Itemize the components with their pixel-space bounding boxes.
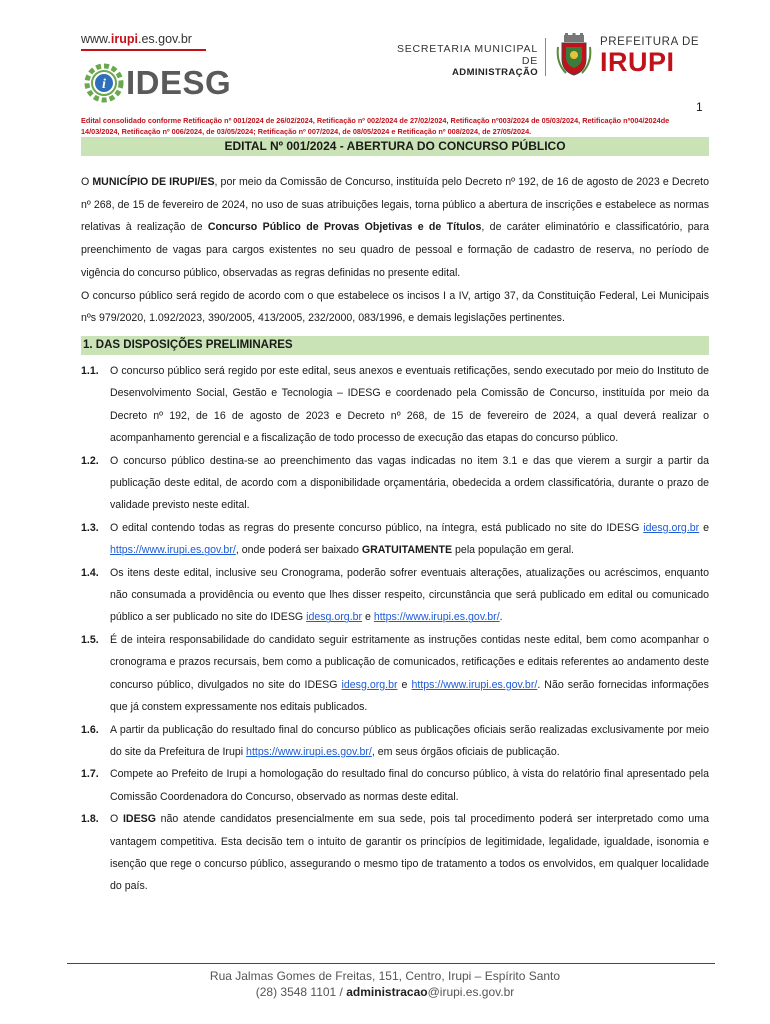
irupi-coat-of-arms-icon <box>556 33 592 77</box>
item-4-text-c: . <box>499 611 503 624</box>
item-1-text-a: O concurso público será regido por este edital, seus anexos e eventuais retificações, sendo executado por meio do Instituto de Desenvolvimento Social, Gestão e Tecnologia – IDESG e coordenado pela Comissão de Concurso, instituída por meio da Decreto nº 192, de 16 de agosto de 2023 e Decreto nº 268, de 15 de fevereiro de 2024 <box>110 365 709 422</box>
prefeitura-line-2: IRUPI <box>600 47 675 77</box>
item-5-text-a: É de inteira responsabilidade do candidato seguir estritamente as instruções contidas neste edital, bem como acompanhar o cronograma e prazos recursais, bem como a publicação de comunicados, retificações e editais referentes ao andamento deste concurso público, divulgados no site do IDESG <box>110 633 709 691</box>
idesg-logo-text: IDESG <box>126 64 232 101</box>
intro-p1-concurso-type: Concurso Público de Provas Objetivas e de Títulos <box>207 221 482 234</box>
item-text <box>110 360 709 450</box>
secretaria-block <box>394 43 538 78</box>
list-item <box>81 360 709 450</box>
intro-paragraph-2: O concurso público será regido de acordo com o que estabelece os incisos I a IV, artigo 37, da Constituição Federal, Lei Municipais nºs 979/2020, 1.092/2023, 390/2005, 413/2005, 232/2000, 083/1996, e demais legislações pertinentes. <box>81 289 709 325</box>
item-5-text-b: e <box>397 678 412 691</box>
list-item <box>81 562 709 629</box>
intro-p1-f: , no período de vigência do concurso público, observadas as regras definidas no presente edital. <box>81 244 709 279</box>
footer <box>0 968 770 1000</box>
secretaria-line-2: ADMINISTRAÇÃO <box>452 67 538 78</box>
item-number: 1.2. <box>81 454 99 467</box>
idesg-site-link[interactable]: idesg.org.br <box>306 611 363 624</box>
item-5-text-c: . Não serão fornecidas informações que já constem expressamente nos editais publicados. <box>110 678 709 714</box>
irupi-site-link[interactable]: https://www.irupi.es.gov.br/ <box>411 678 538 691</box>
item-8-text-c: não atende candidatos presencialmente em sua sede, pois tal procedimento poderá ser interpretado como uma vantagem competitiva. Esta decisão tem o intuito de garantir os princípios de legitimidade, legalidade, igualdade, isonomia e isenção que rege o concurso público, assegurando o mesmo tipo de tratamento a todos os envolvidos, em qualquer localidade do país. <box>110 813 709 893</box>
item-1-text-b: , a qual deverá realizar o acompanhamento gerencial e a fiscalização de todo processo de execução das etapas do concurso público. <box>110 409 709 445</box>
item-8-text-a: O <box>110 813 123 826</box>
intro-p1-c: , por meio da Comissão de Concurso, instituída pelo Decreto nº 192, de 16 de agosto de 2023 e Decreto nº 268, de 15 de fevereiro de 2024, no uso de suas atribuições legais, torna público a abertura de inscrições e estabelece as normas relativas à realização de <box>81 176 710 234</box>
irupi-site-link[interactable]: https://www.irupi.es.gov.br/ <box>110 544 236 557</box>
secretaria-line-1: SECRETARIA MUNICIPAL DE <box>396 43 538 67</box>
footer-rule <box>67 963 715 964</box>
url-underline-rule <box>81 49 206 51</box>
item-number: 1.1. <box>81 365 99 377</box>
footer-contact <box>0 984 770 1000</box>
item-text: Compete ao Prefeito de Irupi a homologação do resultado final do concurso público, à vista do relatório final apresentado pela Comissão Coordenadora do Concurso, observado as normas deste edital. <box>110 768 709 803</box>
item-text <box>110 808 709 898</box>
item-3-text-e: pela população em geral. <box>452 544 575 557</box>
irupi-site-link[interactable]: https://www.irupi.es.gov.br/ <box>246 745 372 758</box>
item-4-text-a: Os itens deste edital, inclusive seu Cronograma, poderão sofrer eventuais alterações, atualizações ou acréscimos, enquanto não consumada a providência ou evento que lhes disser respeito, circunstância que será publicado em edital ou comunicado público a ser publicado no site do IDESG <box>110 566 709 624</box>
header-divider <box>545 38 546 76</box>
item-3-text-a: O edital contendo todas as regras do presente concurso público, na íntegra, está publicado no site do IDESG <box>110 521 644 534</box>
item-text <box>110 562 709 629</box>
item-text <box>110 629 709 719</box>
item-text <box>110 517 709 562</box>
items-list <box>81 360 709 898</box>
list-item <box>81 808 709 898</box>
item-6-text-a: A partir da publicação do resultado final do concurso público as publicações oficiais serão realizadas exclusivamente por meio do site da Prefeitura de Irupi <box>110 723 709 758</box>
item-4-text-b: e <box>362 611 374 624</box>
item-number: 1.3. <box>81 521 99 534</box>
irupi-site-link[interactable]: https://www.irupi.es.gov.br/ <box>373 611 500 624</box>
footer-email-domain: @irupi.es.gov.br <box>427 985 515 999</box>
footer-phone: (28) 3548 1101 / <box>255 985 347 999</box>
list-item <box>81 517 709 562</box>
item-3-gratuitamente: GRATUITAMENTE <box>361 544 453 557</box>
list-item <box>81 763 709 808</box>
footer-email-user: administracao <box>346 985 428 999</box>
prefeitura-line-1: PREFEITURA DE <box>600 36 700 48</box>
list-item <box>81 719 709 764</box>
item-text: O concurso público destina-se ao preenchimento das vagas indicadas no item 3.1 e das que vierem a surgir a partir da publicação deste edital, de acordo com a disponibilidade orçamentária, obedecida a ordem classificatória, durante o prazo de validade previsto neste edital. <box>110 454 709 512</box>
footer-address: Rua Jalmas Gomes de Freitas, 151, Centro, Irupi – Espírito Santo <box>209 969 561 983</box>
page-number: 1 <box>696 100 703 114</box>
site-url-brand: irupi <box>110 32 138 46</box>
item-number: 1.8. <box>81 813 99 826</box>
intro-p1-a: O <box>81 176 93 188</box>
site-url-prefix: www. <box>81 32 111 46</box>
site-url <box>81 32 192 46</box>
list-item <box>81 629 709 719</box>
idesg-site-link[interactable]: idesg.org.br <box>643 521 700 534</box>
edital-title: EDITAL Nº 001/2024 - ABERTURA DO CONCURSO PÚBLICO <box>81 137 709 156</box>
item-number: 1.5. <box>81 633 99 646</box>
item-text <box>110 719 709 764</box>
section-title: 1. DAS DISPOSIÇÕES PRELIMINARES <box>81 336 709 355</box>
idesg-site-link[interactable]: idesg.org.br <box>341 678 398 691</box>
intro-paragraph-1 <box>81 171 709 285</box>
item-3-text-c: , onde poderá ser baixado <box>235 544 362 557</box>
svg-text:i: i <box>102 77 106 92</box>
prefeitura-block <box>600 36 699 76</box>
intro-p1-municipio: MUNICÍPIO DE IRUPI/ES <box>92 176 215 188</box>
intro-p1-e: , de caráter eliminatório e classificatório, para preenchimento de vagas para cargos existentes no seu quadro de pessoal e formação de cadastro de reserva <box>81 221 709 257</box>
item-number: 1.6. <box>81 723 99 736</box>
item-3-text-b: e <box>699 521 709 534</box>
consolidation-note: Edital consolidado conforme Retificação nº 001/2024 de 26/02/2024, Retificação nº 002/2024 de 27/02/2024, Retificação nº003/2024 de 05/03/2024, Retificação nº004/2024de 14/03/2024, Retificação nº 006/2024, de 03/05/2024; Retificação nº 007/2024, de 08/05/2024 e Retificação nº 008/2024, de 27/05/2024. <box>81 116 670 136</box>
item-6-text-b: , em seus órgãos oficiais de publicação. <box>371 745 560 758</box>
intro-text <box>81 171 709 330</box>
list-item <box>81 450 709 517</box>
item-number: 1.7. <box>81 768 99 781</box>
item-8-idesg: IDESG <box>122 813 156 826</box>
item-number: 1.4. <box>81 566 99 579</box>
site-url-suffix: .es.gov.br <box>137 32 192 46</box>
